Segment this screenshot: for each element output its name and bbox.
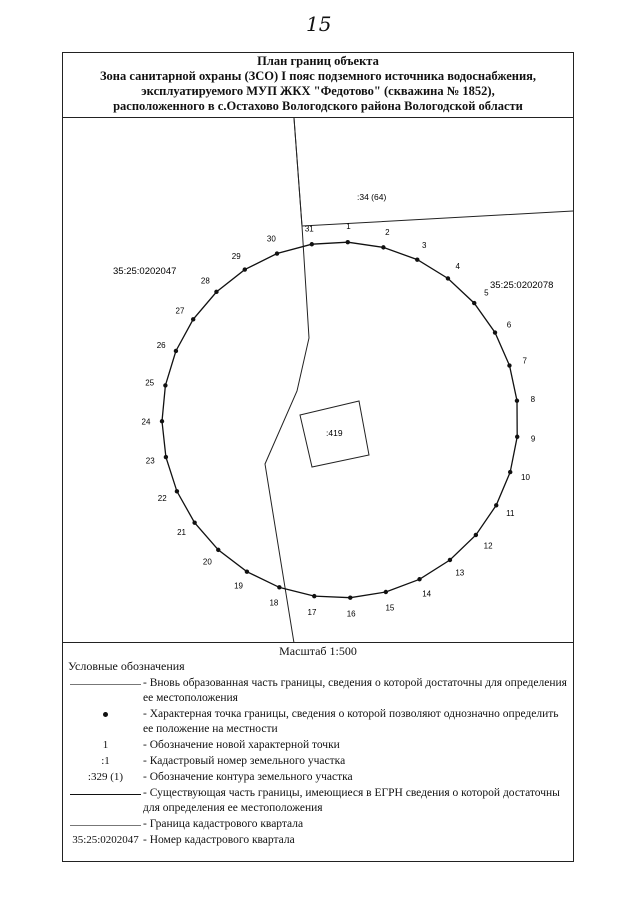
title-block bbox=[63, 53, 573, 118]
title-line-3: эксплуатируемого МУП ЖКХ "Федотово" (скважина № 1852), bbox=[141, 84, 495, 98]
boundary-point-marker bbox=[472, 301, 476, 305]
boundary-point-marker bbox=[494, 503, 498, 507]
legend-symbol bbox=[68, 817, 143, 832]
sanitary-zone-boundary bbox=[162, 242, 517, 598]
boundary-point-label: 28 bbox=[200, 276, 210, 286]
legend-thick-line-symbol bbox=[70, 794, 141, 795]
boundary-point-marker bbox=[417, 577, 421, 581]
boundary-point-marker bbox=[312, 594, 316, 598]
legend-text: - Номер кадастрового квартала bbox=[143, 834, 295, 846]
boundary-point-label: 4 bbox=[455, 261, 460, 271]
boundary-point-marker bbox=[415, 257, 419, 261]
boundary-point-label: 10 bbox=[521, 472, 530, 482]
boundary-point-marker bbox=[175, 489, 179, 493]
boundary-point-label: 20 bbox=[202, 557, 212, 567]
boundary-point-marker bbox=[446, 276, 450, 280]
boundary-point-label: 27 bbox=[175, 306, 185, 316]
boundary-point-label: 14 bbox=[422, 589, 432, 599]
boundary-point-label: 29 bbox=[231, 252, 241, 262]
boundary-point-marker bbox=[381, 245, 385, 249]
boundary-point-label: 21 bbox=[177, 527, 187, 537]
boundary-point-marker bbox=[160, 419, 164, 423]
boundary-point-label: 18 bbox=[269, 598, 279, 608]
legend-symbol bbox=[68, 676, 143, 691]
boundary-point-marker bbox=[192, 521, 196, 525]
legend-thin-line-symbol bbox=[70, 825, 141, 826]
legend-symbol: 35:25:0202047 bbox=[72, 834, 139, 846]
legend-symbol: :329 (1) bbox=[87, 771, 124, 783]
boundary-point-marker bbox=[174, 349, 178, 353]
boundary-point-marker bbox=[508, 470, 512, 474]
boundary-point-marker bbox=[214, 290, 218, 294]
legend-row bbox=[68, 676, 568, 706]
parcel-label-419: :419 bbox=[326, 428, 343, 438]
legend-row bbox=[68, 770, 568, 785]
boundary-point-marker bbox=[191, 317, 195, 321]
plan-frame bbox=[62, 52, 574, 862]
boundary-point-marker bbox=[310, 242, 314, 246]
legend-text: - Граница кадастрового квартала bbox=[143, 818, 304, 830]
legend-text: - Кадастровый номер земельного участка bbox=[143, 755, 346, 767]
legend-row bbox=[68, 817, 568, 832]
legend-symbol: 1 bbox=[102, 739, 109, 751]
legend-dot-symbol bbox=[103, 712, 108, 717]
map-canvas bbox=[63, 118, 573, 643]
boundary-point-label: 25 bbox=[145, 378, 155, 388]
quarter-boundary-line bbox=[265, 118, 309, 643]
boundary-point-label: 16 bbox=[346, 609, 356, 619]
title-line-1: План границ объекта bbox=[257, 54, 379, 68]
boundary-point-label: 7 bbox=[522, 356, 527, 366]
legend-symbol bbox=[68, 786, 143, 801]
boundary-point-marker bbox=[275, 251, 279, 255]
boundary-point-marker bbox=[493, 330, 497, 334]
page-number: 15 bbox=[306, 12, 332, 36]
boundary-point-label: 17 bbox=[307, 607, 317, 617]
boundary-point-label: 9 bbox=[530, 434, 536, 444]
boundary-point-marker bbox=[348, 596, 352, 600]
boundary-point-marker bbox=[474, 533, 478, 537]
title-line-4: расположенного в с.Остахово Вологодского района Вологодской области bbox=[113, 99, 523, 113]
boundary-point-marker bbox=[507, 363, 511, 367]
boundary-point-marker bbox=[164, 455, 168, 459]
boundary-point-label: 26 bbox=[156, 340, 166, 350]
legend-row bbox=[68, 786, 568, 816]
boundary-point-label: 23 bbox=[145, 456, 155, 466]
legend-symbol: :1 bbox=[101, 755, 110, 767]
boundary-point-marker bbox=[448, 558, 452, 562]
legend-row bbox=[68, 707, 568, 737]
legend-text: - Вновь образованная часть границы, сведения о которой достаточны для определения ее местоположения bbox=[143, 677, 567, 704]
title-line-2: Зона санитарной охраны (ЗСО) I пояс подземного источника водоснабжения, bbox=[99, 69, 537, 83]
legend-symbol bbox=[68, 707, 143, 722]
boundary-point-label: 24 bbox=[141, 417, 151, 427]
legend-row bbox=[68, 833, 568, 848]
boundary-point-label: 31 bbox=[304, 224, 314, 234]
boundary-point-label: 1 bbox=[346, 222, 351, 232]
quarter-label-right: 35:25:0202078 bbox=[490, 280, 554, 291]
boundary-point-marker bbox=[216, 548, 220, 552]
boundary-point-label: 30 bbox=[266, 234, 276, 244]
boundary-point-label: 12 bbox=[483, 541, 493, 551]
boundary-point-label: 6 bbox=[506, 320, 512, 330]
parcel-label-34: :34 (64) bbox=[357, 192, 387, 202]
boundary-point-label: 13 bbox=[455, 568, 465, 578]
boundary-point-marker bbox=[243, 267, 247, 271]
boundary-point-label: 11 bbox=[506, 508, 515, 518]
legend-text: - Обозначение новой характерной точки bbox=[143, 739, 340, 751]
legend bbox=[68, 659, 568, 849]
legend-row bbox=[68, 738, 568, 753]
boundary-point-label: 5 bbox=[484, 288, 489, 298]
boundary-point-marker bbox=[515, 435, 519, 439]
scale-label: Масштаб 1:500 bbox=[63, 642, 573, 660]
boundary-point-label: 3 bbox=[421, 241, 427, 251]
boundary-point-marker bbox=[277, 585, 281, 589]
boundary-point-marker bbox=[346, 240, 350, 244]
boundary-point-marker bbox=[163, 383, 167, 387]
boundary-point-label: 19 bbox=[234, 581, 243, 591]
boundary-point-label: 15 bbox=[385, 603, 395, 613]
legend-title: Условные обозначения bbox=[68, 659, 185, 673]
boundary-point-label: 8 bbox=[530, 395, 536, 405]
parcel-34-boundary bbox=[294, 118, 573, 226]
boundary-point-marker bbox=[245, 570, 249, 574]
legend-thin-line-symbol bbox=[70, 684, 141, 685]
quarter-label-left: 35:25:0202047 bbox=[113, 266, 177, 277]
legend-text: - Характерная точка границы, сведения о которой позволяют однозначно определить ее положение на местности bbox=[143, 708, 559, 735]
legend-row bbox=[68, 754, 568, 769]
boundary-point-marker bbox=[515, 399, 519, 403]
boundary-point-label: 22 bbox=[157, 493, 167, 503]
legend-text: - Существующая часть границы, имеющиеся в ЕГРН сведения о которой достаточны для определения ее местоположения bbox=[143, 787, 560, 814]
legend-text: - Обозначение контура земельного участка bbox=[143, 771, 353, 783]
boundary-point-marker bbox=[384, 590, 388, 594]
boundary-point-label: 2 bbox=[385, 227, 390, 237]
